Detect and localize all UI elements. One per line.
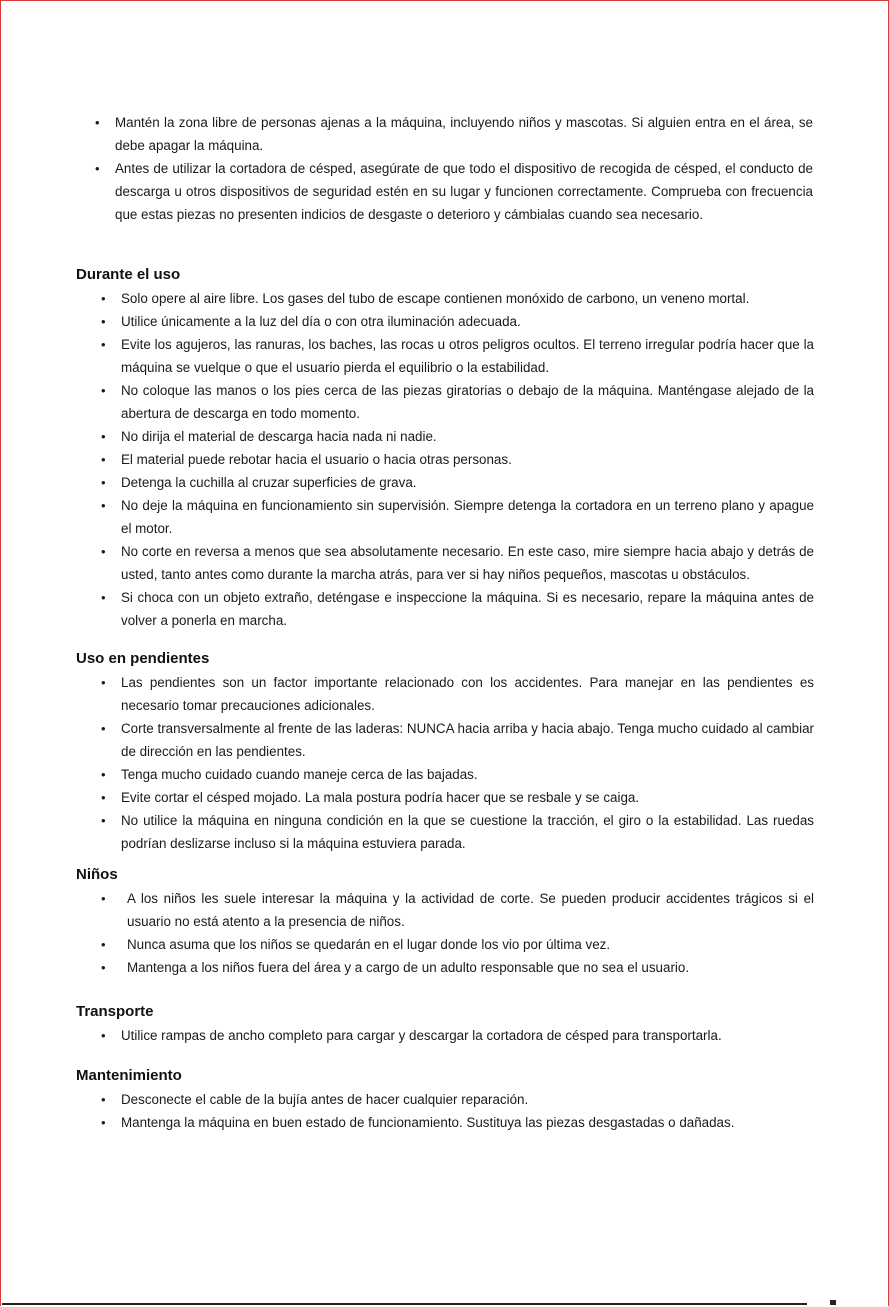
section-list — [121, 287, 814, 632]
list-item: • No dirija el material de descarga hacia nada ni nadie. — [121, 425, 814, 448]
list-item: • Antes de utilizar la cortadora de césped, asegúrate de que todo el dispositivo de recogida de césped, el conducto de descarga u otros dispositivos de seguridad estén en su lugar y funcionen correctamente. Comprueba con frecuencia que estas piezas no presenten indicios de desgaste o deterioro y cámbialas cuando sea necesario. — [115, 157, 813, 226]
list-item: • A los niños les suele interesar la máquina y la actividad de corte. Se pueden producir accidentes trágicos si el usuario no está atento a la presencia de niños. — [127, 887, 814, 933]
list-item: • Utilice rampas de ancho completo para cargar y descargar la cortadora de césped para transportarla. — [121, 1024, 814, 1047]
section-heading: Mantenimiento — [76, 1067, 182, 1084]
page-corner-mark — [830, 1300, 836, 1305]
section-list — [127, 887, 814, 979]
list-item: • Tenga mucho cuidado cuando maneje cerca de las bajadas. — [121, 763, 814, 786]
section-durante-el-uso — [76, 264, 814, 632]
section-heading: Durante el uso — [76, 266, 181, 283]
intro-list — [115, 111, 813, 226]
list-item: • Solo opere al aire libre. Los gases del tubo de escape contienen monóxido de carbono, un veneno mortal. — [121, 287, 814, 310]
list-item: • Utilice únicamente a la luz del día o con otra iluminación adecuada. — [121, 310, 814, 333]
list-item: • No corte en reversa a menos que sea absolutamente necesario. En este caso, mire siempre hacia abajo y detrás de usted, tanto antes como durante la marcha atrás, para ver si hay niños pequeños, mascotas u obstáculos. — [121, 540, 814, 586]
list-item: • No deje la máquina en funcionamiento sin supervisión. Siempre detenga la cortadora en un terreno plano y apague el motor. — [121, 494, 814, 540]
list-item: • Las pendientes son un factor importante relacionado con los accidentes. Para manejar en las pendientes es necesario tomar precauciones adicionales. — [121, 671, 814, 717]
list-item: • Desconecte el cable de la bujía antes de hacer cualquier reparación. — [121, 1088, 814, 1111]
section-list — [121, 1088, 814, 1134]
list-item: • Evite cortar el césped mojado. La mala postura podría hacer que se resbale y se caiga. — [121, 786, 814, 809]
section-transporte — [76, 1001, 814, 1047]
list-item: • Detenga la cuchilla al cruzar superficies de grava. — [121, 471, 814, 494]
list-item: • Corte transversalmente al frente de las laderas: NUNCA hacia arriba y hacia abajo. Tenga mucho cuidado al cambiar de dirección en las pendientes. — [121, 717, 814, 763]
list-item: • El material puede rebotar hacia el usuario o hacia otras personas. — [121, 448, 814, 471]
section-heading: Uso en pendientes — [76, 650, 210, 667]
list-item: • Si choca con un objeto extraño, deténgase e inspeccione la máquina. Si es necesario, repare la máquina antes de volver a ponerla en marcha. — [121, 586, 814, 632]
list-item: • Mantenga a los niños fuera del área y a cargo de un adulto responsable que no sea el usuario. — [127, 956, 814, 979]
list-item: • Evite los agujeros, las ranuras, los baches, las rocas u otros peligros ocultos. El terreno irregular podría hacer que la máquina se vuelque o que el usuario pierda el equilibrio o la estabilidad. — [121, 333, 814, 379]
section-list — [121, 671, 814, 855]
section-ninos — [76, 864, 814, 979]
list-item: • No coloque las manos o los pies cerca de las piezas giratorias o debajo de la máquina. Manténgase alejado de la abertura de descarga en todo momento. — [121, 379, 814, 425]
list-item: • Mantenga la máquina en buen estado de funcionamiento. Sustituya las piezas desgastadas o dañadas. — [121, 1111, 814, 1134]
bottom-rule — [2, 1303, 807, 1305]
list-item: • Nunca asuma que los niños se quedarán en el lugar donde los vio por última vez. — [127, 933, 814, 956]
list-item: • Mantén la zona libre de personas ajenas a la máquina, incluyendo niños y mascotas. Si alguien entra en el área, se debe apagar la máquina. — [115, 111, 813, 157]
section-list — [121, 1024, 814, 1047]
section-uso-en-pendientes — [76, 648, 814, 855]
section-mantenimiento — [76, 1065, 814, 1134]
list-item: • No utilice la máquina en ninguna condición en la que se cuestione la tracción, el giro o la estabilidad. Las ruedas podrían deslizarse incluso si la máquina estuviera parada. — [121, 809, 814, 855]
section-heading: Transporte — [76, 1003, 154, 1020]
section-heading: Niños — [76, 866, 118, 883]
